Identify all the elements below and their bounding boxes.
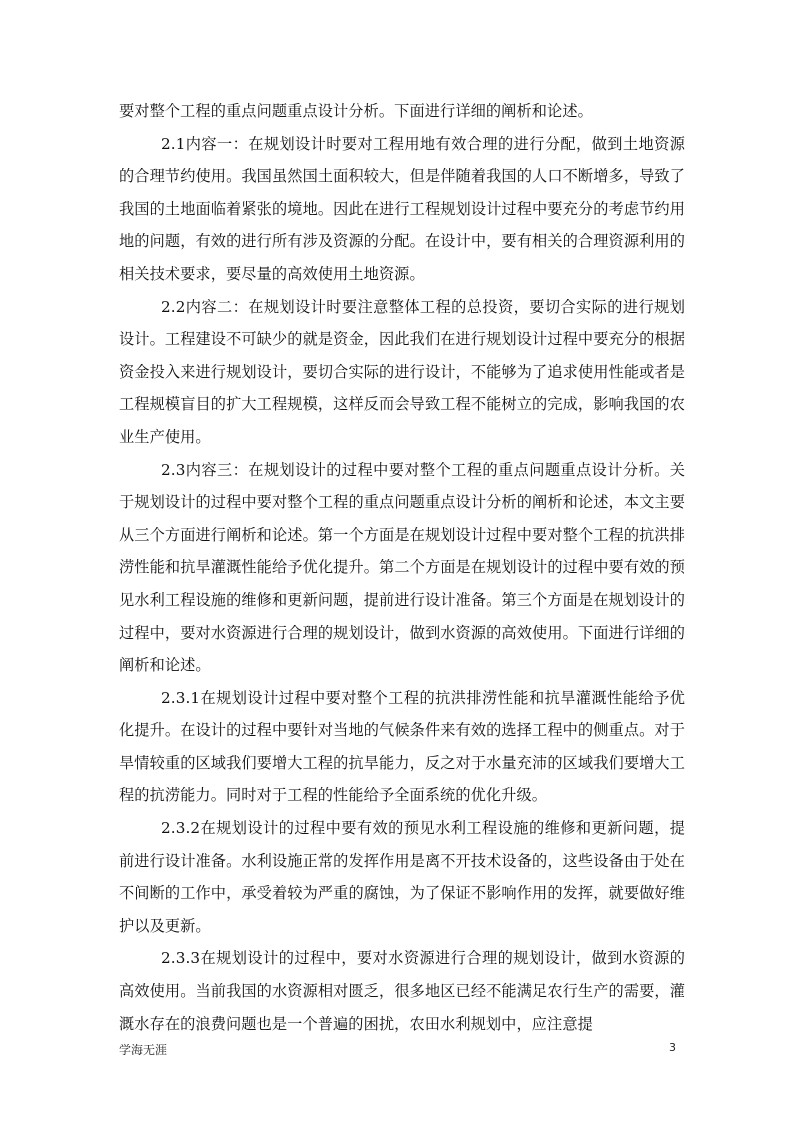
paragraph-2-1: 2.1内容一：在规划设计时要对工程用地有效合理的进行分配，做到土地资源的合理节约使用。我国虽然国土面积较大，但是伴随着我国的人口不断增多，导致了我国的土地面临着紧张的境地。因此在进行工程规划设计过程中要充分的考虑节约用地的问题，有效的进行所有涉及资源的分配。在设计中，要有相关的合理资源利用的相关技术要求，要尽量的高效使用土地资源。 <box>119 134 685 283</box>
page-number: 3 <box>669 1041 676 1054</box>
paragraph-2-3: 2.3内容三：在规划设计的过程中要对整个工程的重点问题重点设计分析。关于规划设计的过程中要对整个工程的重点问题重点设计分析的阐析和论述，本文主要从三个方面进行阐析和论述。第一个方面是在规划设计过程中要对整个工程的抗洪排涝性能和抗旱灌溉性能给予优化提升。第二个方面是在规划设计的过程中要有效的预见水利工程设施的维修和更新问题，提前进行设计准备。第三个方面是在规划设计的过程中，要对水资源进行合理的规划设计，做到水资源的高效使用。下面进行详细的阐析和论述。 <box>119 460 685 675</box>
document-body <box>119 95 685 1040</box>
paragraph-2-3-1: 2.3.1在规划设计过程中要对整个工程的抗洪排涝性能和抗旱灌溉性能给予优化提升。在设计的过程中要针对当地的气候条件来有效的选择工程中的侧重点。对于旱情较重的区域我们要增大工程的抗旱能力，反之对于水量充沛的区域我们要增大工程的抗涝能力。同时对于工程的性能给予全面系统的优化升级。 <box>119 688 685 805</box>
footer-motto: 学海无涯 <box>119 1043 168 1057</box>
paragraph-2-3-3: 2.3.3在规划设计的过程中，要对水资源进行合理的规划设计，做到水资源的高效使用。当前我国的水资源相对匮乏，很多地区已经不能满足农行生产的需要，灌溉水存在的浪费问题也是一个普遍的困扰，农田水利规划中，应注意提 <box>119 949 685 1033</box>
paragraph-2-3-2: 2.3.2在规划设计的过程中要有效的预见水利工程设施的维修和更新问题，提前进行设计准备。水利设施正常的发挥作用是离不开技术设备的，这些设备由于处在不间断的工作中，承受着较为严重的腐蚀，为了保证不影响作用的发挥，就要做好维护以及更新。 <box>119 819 685 935</box>
paragraph-2-2: 2.2内容二：在规划设计时要注意整体工程的总投资，要切合实际的进行规划设计。工程建设不可缺少的就是资金，因此我们在进行规划设计过程中要充分的根据资金投入来进行规划设计，要切合实际的进行设计，不能够为了追求使用性能或者是工程规模盲目的扩大工程规模，这样反而会导致工程不能树立的完成，影响我国的农业生产使用。 <box>119 297 685 446</box>
paragraph-continuation: 要对整个工程的重点问题重点设计分析。下面进行详细的阐析和论述。 <box>119 102 593 120</box>
